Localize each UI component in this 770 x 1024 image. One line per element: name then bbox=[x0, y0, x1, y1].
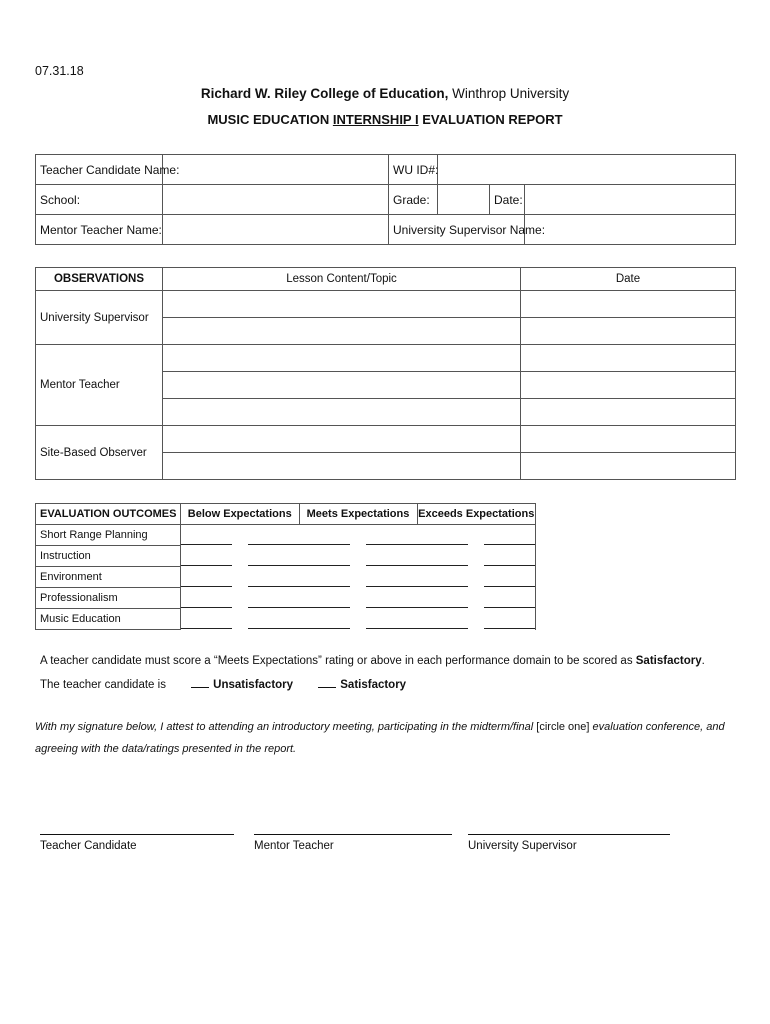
teacher-candidate-signature-label: Teacher Candidate bbox=[40, 840, 137, 852]
topic-field[interactable] bbox=[163, 453, 521, 480]
topic-field[interactable] bbox=[163, 345, 521, 372]
wuid-label: WU ID#: bbox=[389, 155, 438, 185]
note-satisfactory: Satisfactory bbox=[635, 655, 702, 667]
satisfactory-blank[interactable] bbox=[318, 677, 336, 688]
date-field[interactable] bbox=[521, 291, 736, 318]
below-mark-2[interactable] bbox=[248, 588, 299, 609]
school-label: School: bbox=[36, 185, 163, 215]
topic-field[interactable] bbox=[163, 318, 521, 345]
domain-music-education: Music Education bbox=[36, 609, 181, 630]
domain-environment: Environment bbox=[36, 567, 181, 588]
mentor-name-field[interactable] bbox=[163, 215, 389, 245]
below-mark-1[interactable] bbox=[181, 525, 233, 546]
domain-short-range-planning: Short Range Planning bbox=[36, 525, 181, 546]
mentor-teacher-signature-label: Mentor Teacher bbox=[254, 840, 334, 852]
observer-mentor-teacher: Mentor Teacher bbox=[36, 345, 163, 426]
exceeds-mark-1[interactable] bbox=[417, 525, 468, 546]
title-suffix: EVALUATION REPORT bbox=[418, 112, 563, 127]
meets-mark-2[interactable] bbox=[366, 567, 417, 588]
date-label: Date: bbox=[490, 185, 525, 215]
below-expectations-header: Below Expectations bbox=[181, 504, 300, 525]
below-mark-1[interactable] bbox=[181, 567, 233, 588]
meets-mark-1[interactable] bbox=[299, 525, 350, 546]
university-supervisor-signature-line[interactable] bbox=[468, 822, 670, 835]
exceeds-mark-1[interactable] bbox=[417, 567, 468, 588]
exceeds-expectations-header: Exceeds Expectations bbox=[417, 504, 536, 525]
meets-expectations-header: Meets Expectations bbox=[299, 504, 417, 525]
meets-mark-2[interactable] bbox=[366, 609, 417, 630]
grade-field[interactable] bbox=[438, 185, 490, 215]
date-field[interactable] bbox=[521, 453, 736, 480]
teacher-candidate-signature-line[interactable] bbox=[40, 822, 234, 835]
status-prefix: The teacher candidate is bbox=[40, 679, 166, 691]
report-title bbox=[0, 112, 770, 127]
table-row bbox=[36, 567, 536, 588]
table-row bbox=[36, 215, 736, 245]
below-mark-1[interactable] bbox=[181, 546, 233, 567]
attestation-statement bbox=[35, 716, 735, 760]
exceeds-mark-2[interactable] bbox=[484, 588, 536, 609]
candidate-status bbox=[40, 677, 406, 691]
table-row bbox=[36, 268, 736, 291]
topic-field[interactable] bbox=[163, 426, 521, 453]
date-header: Date bbox=[521, 268, 736, 291]
observations-header: OBSERVATIONS bbox=[36, 268, 163, 291]
table-row bbox=[36, 185, 736, 215]
below-mark-1[interactable] bbox=[181, 588, 233, 609]
below-mark-2[interactable] bbox=[248, 525, 299, 546]
date-field[interactable] bbox=[521, 399, 736, 426]
topic-field[interactable] bbox=[163, 399, 521, 426]
document-date: 07.31.18 bbox=[35, 64, 84, 78]
below-mark-1[interactable] bbox=[181, 609, 233, 630]
date-field[interactable] bbox=[521, 372, 736, 399]
status-unsatisfactory: Unsatisfactory bbox=[213, 679, 294, 691]
evaluation-outcomes-header: EVALUATION OUTCOMES bbox=[36, 504, 181, 525]
candidate-info-table bbox=[35, 154, 736, 245]
observations-table bbox=[35, 267, 736, 480]
exceeds-mark-1[interactable] bbox=[417, 609, 468, 630]
date-field[interactable] bbox=[521, 345, 736, 372]
candidate-name-label: Teacher Candidate Name: bbox=[36, 155, 163, 185]
college-header bbox=[0, 86, 770, 101]
below-mark-2[interactable] bbox=[248, 567, 299, 588]
observer-site-based: Site-Based Observer bbox=[36, 426, 163, 480]
university-supervisor-signature-label: University Supervisor bbox=[468, 840, 577, 852]
table-row bbox=[36, 609, 536, 630]
topic-field[interactable] bbox=[163, 291, 521, 318]
meets-mark-1[interactable] bbox=[299, 567, 350, 588]
candidate-name-field[interactable] bbox=[163, 155, 389, 185]
lesson-topic-header: Lesson Content/Topic bbox=[163, 268, 521, 291]
attest-circle-one: [circle one] bbox=[536, 721, 590, 733]
note-text: A teacher candidate must score a “Meets Expectations” rating or above in each performance domain to be scored as bbox=[40, 655, 636, 667]
university-name: Winthrop University bbox=[448, 86, 570, 101]
meets-mark-2[interactable] bbox=[366, 546, 417, 567]
below-mark-2[interactable] bbox=[248, 546, 299, 567]
table-row bbox=[36, 155, 736, 185]
exceeds-mark-1[interactable] bbox=[417, 588, 468, 609]
table-row bbox=[36, 426, 736, 453]
exceeds-mark-2[interactable] bbox=[484, 609, 536, 630]
domain-instruction: Instruction bbox=[36, 546, 181, 567]
status-satisfactory: Satisfactory bbox=[340, 679, 407, 691]
table-row bbox=[36, 504, 536, 525]
exceeds-mark-1[interactable] bbox=[417, 546, 468, 567]
observer-university-supervisor: University Supervisor bbox=[36, 291, 163, 345]
mentor-teacher-signature-line[interactable] bbox=[254, 822, 452, 835]
table-row bbox=[36, 525, 536, 546]
table-row bbox=[36, 345, 736, 372]
title-internship: INTERNSHIP I bbox=[332, 112, 419, 127]
grade-label: Grade: bbox=[389, 185, 438, 215]
wuid-field[interactable] bbox=[438, 155, 736, 185]
meets-mark-1[interactable] bbox=[299, 609, 350, 630]
domain-professionalism: Professionalism bbox=[36, 588, 181, 609]
meets-mark-2[interactable] bbox=[366, 525, 417, 546]
college-name: Richard W. Riley College of Education, bbox=[200, 86, 449, 101]
supervisor-name-label: University Supervisor Name: bbox=[389, 215, 525, 245]
table-row bbox=[36, 291, 736, 318]
date-field[interactable] bbox=[525, 185, 736, 215]
date-field[interactable] bbox=[521, 318, 736, 345]
date-field[interactable] bbox=[521, 426, 736, 453]
exceeds-mark-2[interactable] bbox=[484, 525, 536, 546]
unsatisfactory-blank[interactable] bbox=[191, 677, 209, 688]
satisfactory-requirement-note bbox=[40, 655, 705, 667]
note-end: . bbox=[701, 655, 705, 667]
table-row bbox=[36, 588, 536, 609]
meets-mark-2[interactable] bbox=[366, 588, 417, 609]
meets-mark-1[interactable] bbox=[299, 546, 350, 567]
title-prefix: MUSIC EDUCATION bbox=[207, 112, 333, 127]
meets-mark-1[interactable] bbox=[299, 588, 350, 609]
attest-text-after: evaluation conference, and agreeing with the data/ratings presented in the report. bbox=[35, 721, 725, 755]
table-row bbox=[36, 546, 536, 567]
exceeds-mark-2[interactable] bbox=[484, 567, 536, 588]
topic-field[interactable] bbox=[163, 372, 521, 399]
exceeds-mark-2[interactable] bbox=[484, 546, 536, 567]
school-field[interactable] bbox=[163, 185, 389, 215]
mentor-name-label: Mentor Teacher Name: bbox=[36, 215, 163, 245]
supervisor-name-field[interactable] bbox=[525, 215, 736, 245]
below-mark-2[interactable] bbox=[248, 609, 299, 630]
evaluation-outcomes-table bbox=[35, 503, 536, 630]
attest-text-before: With my signature below, I attest to attending an introductory meeting, participating in the midterm/final bbox=[35, 721, 537, 733]
